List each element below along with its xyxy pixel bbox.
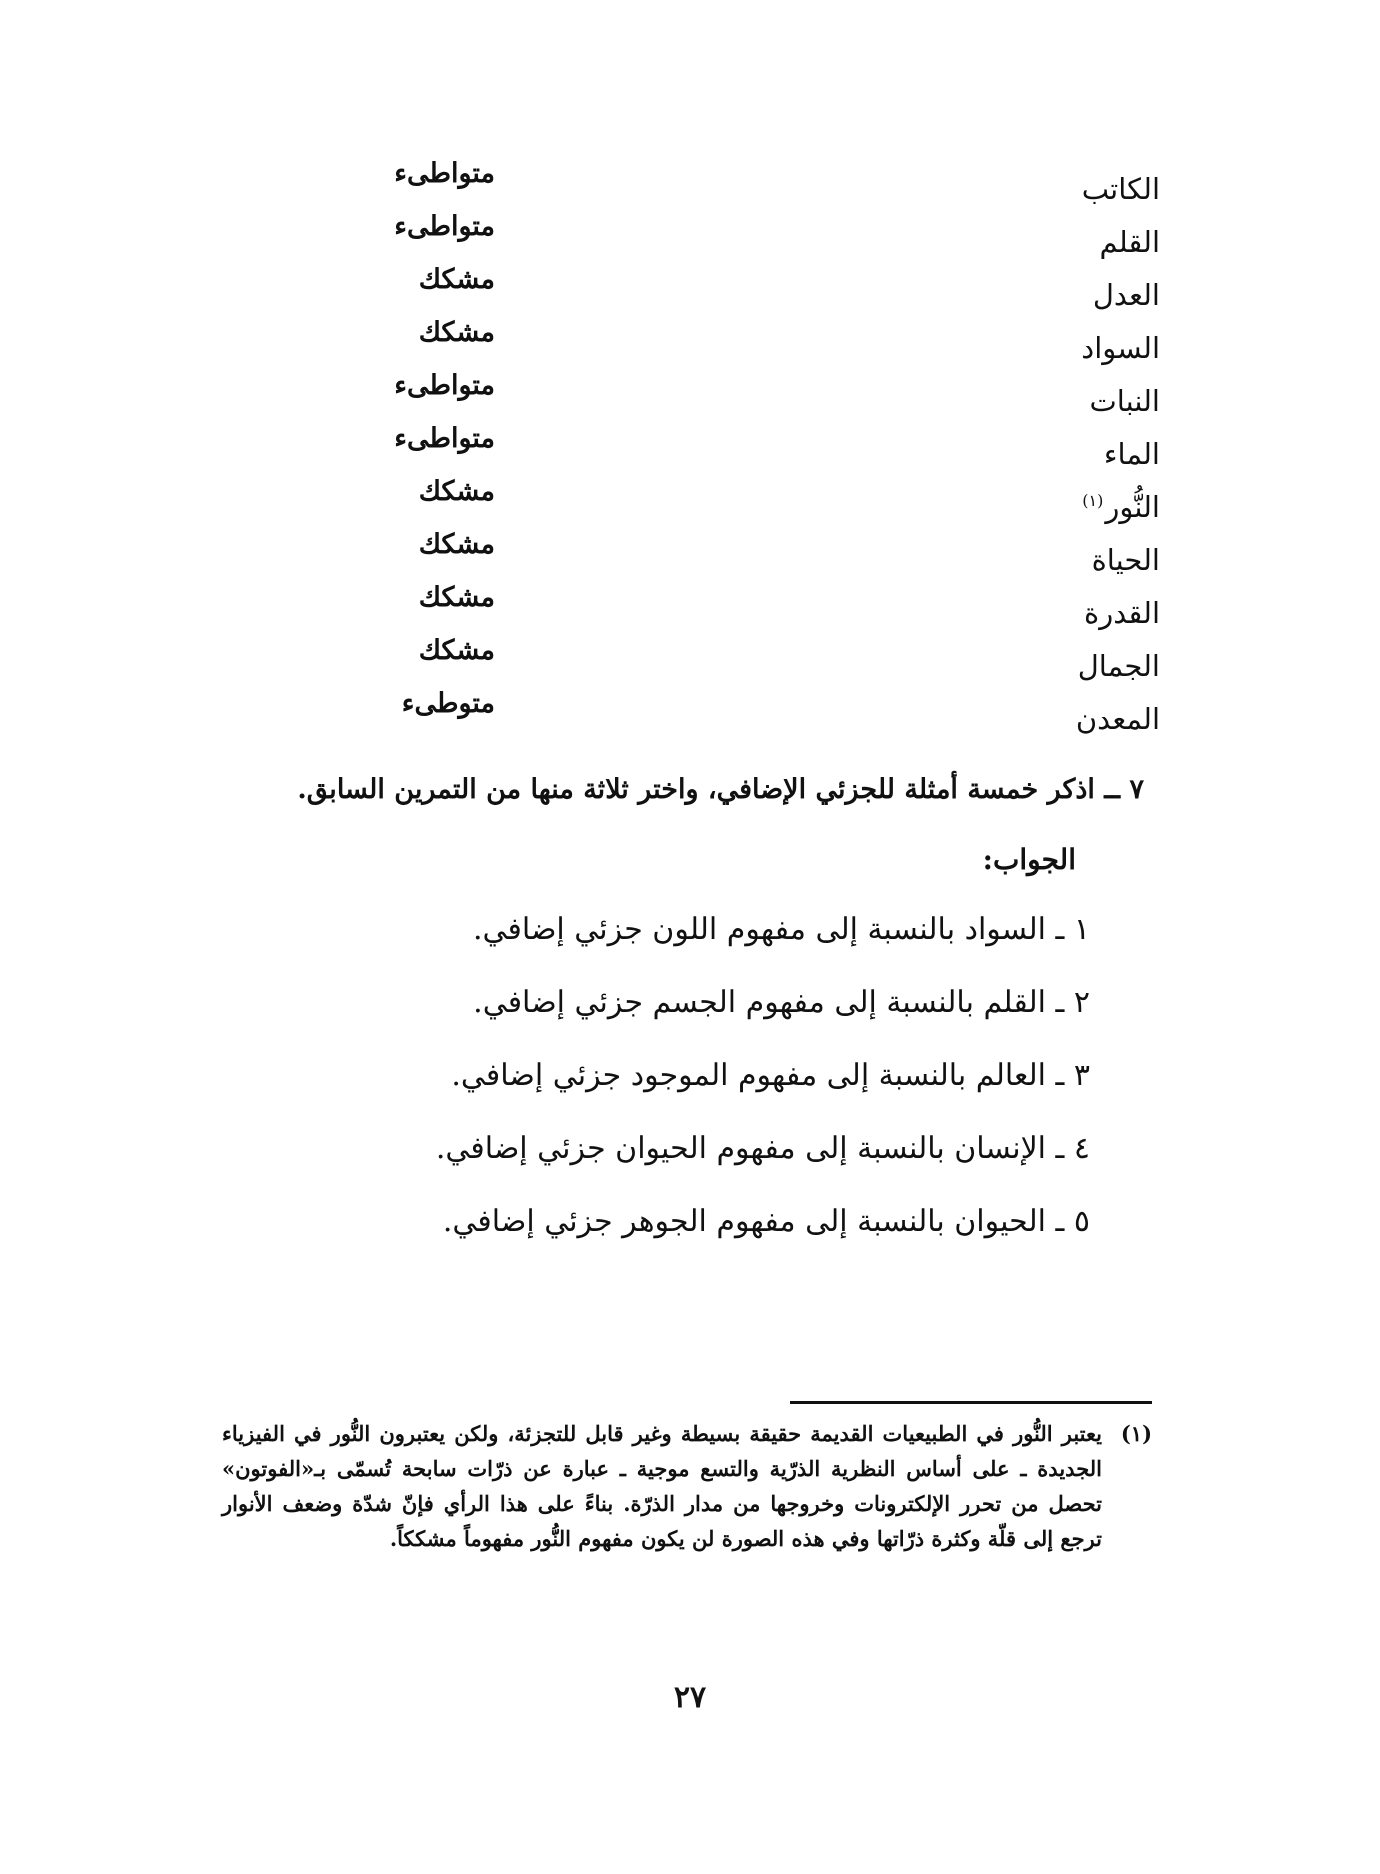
term-type: متوطىء [401,688,495,719]
answer-item: ٢ ـ القلم بالنسبة إلى مفهوم الجسم جزئي إضافي. [473,985,1090,1020]
term-type: مشكك [418,582,495,613]
term-row [230,582,1160,649]
term-word-text: النُّور [1105,490,1160,524]
term-row [230,211,1160,278]
term-type: مشكك [418,529,495,560]
term-row [230,635,1160,702]
answer-heading: الجواب: [982,843,1076,876]
answer-item: ١ ـ السواد بالنسبة إلى مفهوم اللون جزئي إضافي. [472,912,1090,947]
term-row [230,688,1160,755]
footnote-divider [790,1401,1152,1404]
term-word: السواد [1081,331,1160,365]
term-word: الماء [1103,437,1160,471]
answer-list [290,912,1090,1277]
exercise-question: ٧ ــ اذكر خمسة أمثلة للجزئي الإضافي، واختر ثلاثة منها من التمرين السابق. [297,774,1144,805]
answer-item: ٥ ـ الحيوان بالنسبة إلى مفهوم الجوهر جزئي إضافي. [442,1204,1090,1239]
term-word: الكاتب [1081,172,1160,206]
term-word: المعدن [1075,702,1160,736]
term-word: القلم [1099,225,1160,259]
term-type: مشكك [418,317,495,348]
term-type: متواطىء [394,211,495,242]
term-type: مشكك [418,635,495,666]
term-type: متواطىء [394,423,495,454]
term-word: القدرة [1084,596,1160,630]
answer-item: ٤ ـ الإنسان بالنسبة إلى مفهوم الحيوان جزئي إضافي. [435,1131,1090,1166]
answer-item: ٣ ـ العالم بالنسبة إلى مفهوم الموجود جزئي إضافي. [451,1058,1090,1093]
term-row [230,264,1160,331]
term-word [1082,490,1160,524]
term-row [230,317,1160,384]
term-type: مشكك [418,264,495,295]
term-row [230,370,1160,437]
page-number: ٢٧ [673,1680,707,1715]
term-row [230,529,1160,596]
term-row [230,158,1160,225]
term-word: الجمال [1077,649,1160,683]
footnote [222,1416,1152,1556]
terms-table [230,158,1160,755]
term-row [230,423,1160,490]
term-word: النبات [1089,384,1160,418]
term-word: العدل [1092,278,1160,312]
term-type: مشكك [418,476,495,507]
term-type: متواطىء [394,158,495,189]
term-type: متواطىء [394,370,495,401]
footnote-reference[interactable]: (١) [1082,491,1104,511]
footnote-text: يعتبر النُّور في الطبيعيات القديمة حقيقة بسيطة وغير قابل للتجزئة، ولكن يعتبرون النُّور في الفيزياء الجديدة ـ على أساس النظرية الذرّية والتسع موجية ـ عبارة عن ذرّات سابحة تُسمّى بـ«الفوتون» تحصل من تحرر الإلكترونات وخروجها من مدار الذرّة. بناءً على هذا الرأي فإنّ شدّة وضعف الأنوار ترجع إلى قلّة وكثرة ذرّاتها وفي هذه الصورة لن يكون مفهوم النُّور مفهوماً مشككاً. [222,1421,1102,1551]
term-word: الحياة [1091,543,1160,577]
footnote-marker: (١) [1120,1421,1152,1446]
term-row [230,476,1160,543]
